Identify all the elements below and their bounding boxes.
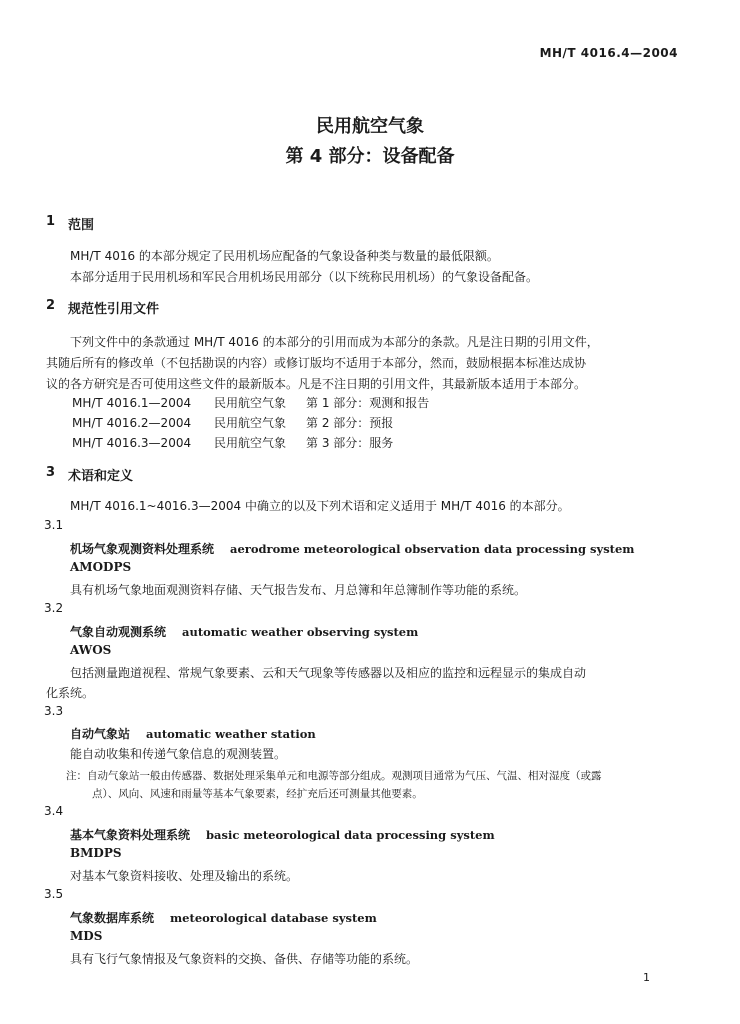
document-subtitle: 第 4 部分：设备配备: [285, 146, 455, 167]
term-definition: 具有飞行气象情报及气象资料的交换、备供、存储等功能的系统。: [70, 952, 419, 966]
section-1-paragraph: 本部分适用于民用机场和军民合用机场民用部分（以下统称民用机场）的气象设备配备。: [70, 270, 539, 284]
term-abbreviation: AMODPS: [70, 560, 132, 574]
reference-name: 民用航空气象: [214, 416, 287, 430]
section-2-paragraph: 议的各方研究是否可使用这些文件的最新版本。凡是不注日期的引用文件，其最新版本适用于本部分。: [46, 377, 587, 391]
document-title: 民用航空气象: [316, 116, 424, 137]
reference-name: 民用航空气象: [214, 396, 287, 410]
section-1-number: 1: [46, 214, 56, 229]
term-en: aerodrome meteorological observation data processing system: [230, 542, 635, 556]
term-number: 3.5: [44, 887, 64, 901]
reference-part: 第 2 部分：预报: [306, 416, 394, 430]
term-abbreviation: BMDPS: [70, 846, 122, 860]
term-heading: [70, 826, 495, 843]
term-number: 3.2: [44, 601, 64, 615]
term-definition: 包括测量跑道视程、常规气象要素、云和天气现象等传感器以及相应的监控和远程显示的集成自动: [70, 666, 587, 680]
section-1-heading: 范围: [68, 218, 95, 233]
section-1-paragraph: MH/T 4016 的本部分规定了民用机场应配备的气象设备种类与数量的最低限额。: [70, 249, 499, 263]
section-2-paragraph: 其随后所有的修改单（不包括勘误的内容）或修订版均不适用于本部分，然而，鼓励根据本标准达成协: [46, 356, 587, 370]
term-cn: 机场气象观测资料处理系统: [70, 542, 215, 556]
section-2-paragraph: 下列文件中的条款通过 MH/T 4016 的本部分的引用而成为本部分的条款。凡是注日期的引用文件，: [70, 335, 599, 349]
reference-code: MH/T 4016.1—2004: [72, 396, 192, 410]
term-number: 3.4: [44, 804, 64, 818]
term-cn: 气象自动观测系统: [70, 625, 167, 639]
term-note: 点）、风向、风速和雨量等基本气象要素，经扩充后还可测量其他要素。: [92, 788, 423, 800]
term-heading: [70, 909, 377, 926]
term-abbreviation: MDS: [70, 929, 103, 943]
term-number: 3.1: [44, 518, 64, 532]
term-number: 3.3: [44, 704, 64, 718]
section-3-intro: MH/T 4016.1~4016.3—2004 中确立的以及下列术语和定义适用于 MH/T 4016 的本部分。: [70, 499, 570, 513]
page-number: 1: [643, 971, 650, 984]
document-code: MH/T 4016.4—2004: [539, 46, 678, 60]
term-en: meteorological database system: [170, 911, 377, 925]
reference-part: 第 1 部分：观测和报告: [306, 396, 430, 410]
section-3-number: 3: [46, 465, 56, 480]
section-2-heading: 规范性引用文件: [68, 302, 160, 317]
term-abbreviation: AWOS: [70, 643, 112, 657]
term-heading: [70, 540, 634, 557]
term-cn: 自动气象站: [70, 727, 131, 741]
term-definition: 化系统。: [46, 686, 95, 700]
reference-item: [72, 394, 429, 411]
reference-code: MH/T 4016.3—2004: [72, 436, 192, 450]
section-3-heading: 术语和定义: [68, 469, 134, 484]
reference-item: [72, 434, 393, 451]
reference-name: 民用航空气象: [214, 436, 287, 450]
term-en: basic meteorological data processing system: [206, 828, 495, 842]
reference-item: [72, 414, 393, 431]
term-note: 注：自动气象站一般由传感器、数据处理采集单元和电源等部分组成。观测项目通常为气压、气温、相对湿度（或露: [66, 770, 602, 782]
term-definition: 具有机场气象地面观测资料存储、天气报告发布、月总簿和年总簿制作等功能的系统。: [70, 583, 527, 597]
reference-part: 第 3 部分：服务: [306, 436, 394, 450]
term-heading: [70, 623, 418, 640]
term-en: automatic weather observing system: [182, 625, 419, 639]
reference-code: MH/T 4016.2—2004: [72, 416, 192, 430]
term-en: automatic weather station: [146, 727, 316, 741]
term-cn: 基本气象资料处理系统: [70, 828, 191, 842]
term-cn: 气象数据库系统: [70, 911, 155, 925]
term-definition: 能自动收集和传递气象信息的观测装置。: [70, 747, 287, 761]
section-2-number: 2: [46, 298, 56, 313]
term-definition: 对基本气象资料接收、处理及输出的系统。: [70, 869, 299, 883]
term-heading: [70, 725, 316, 742]
